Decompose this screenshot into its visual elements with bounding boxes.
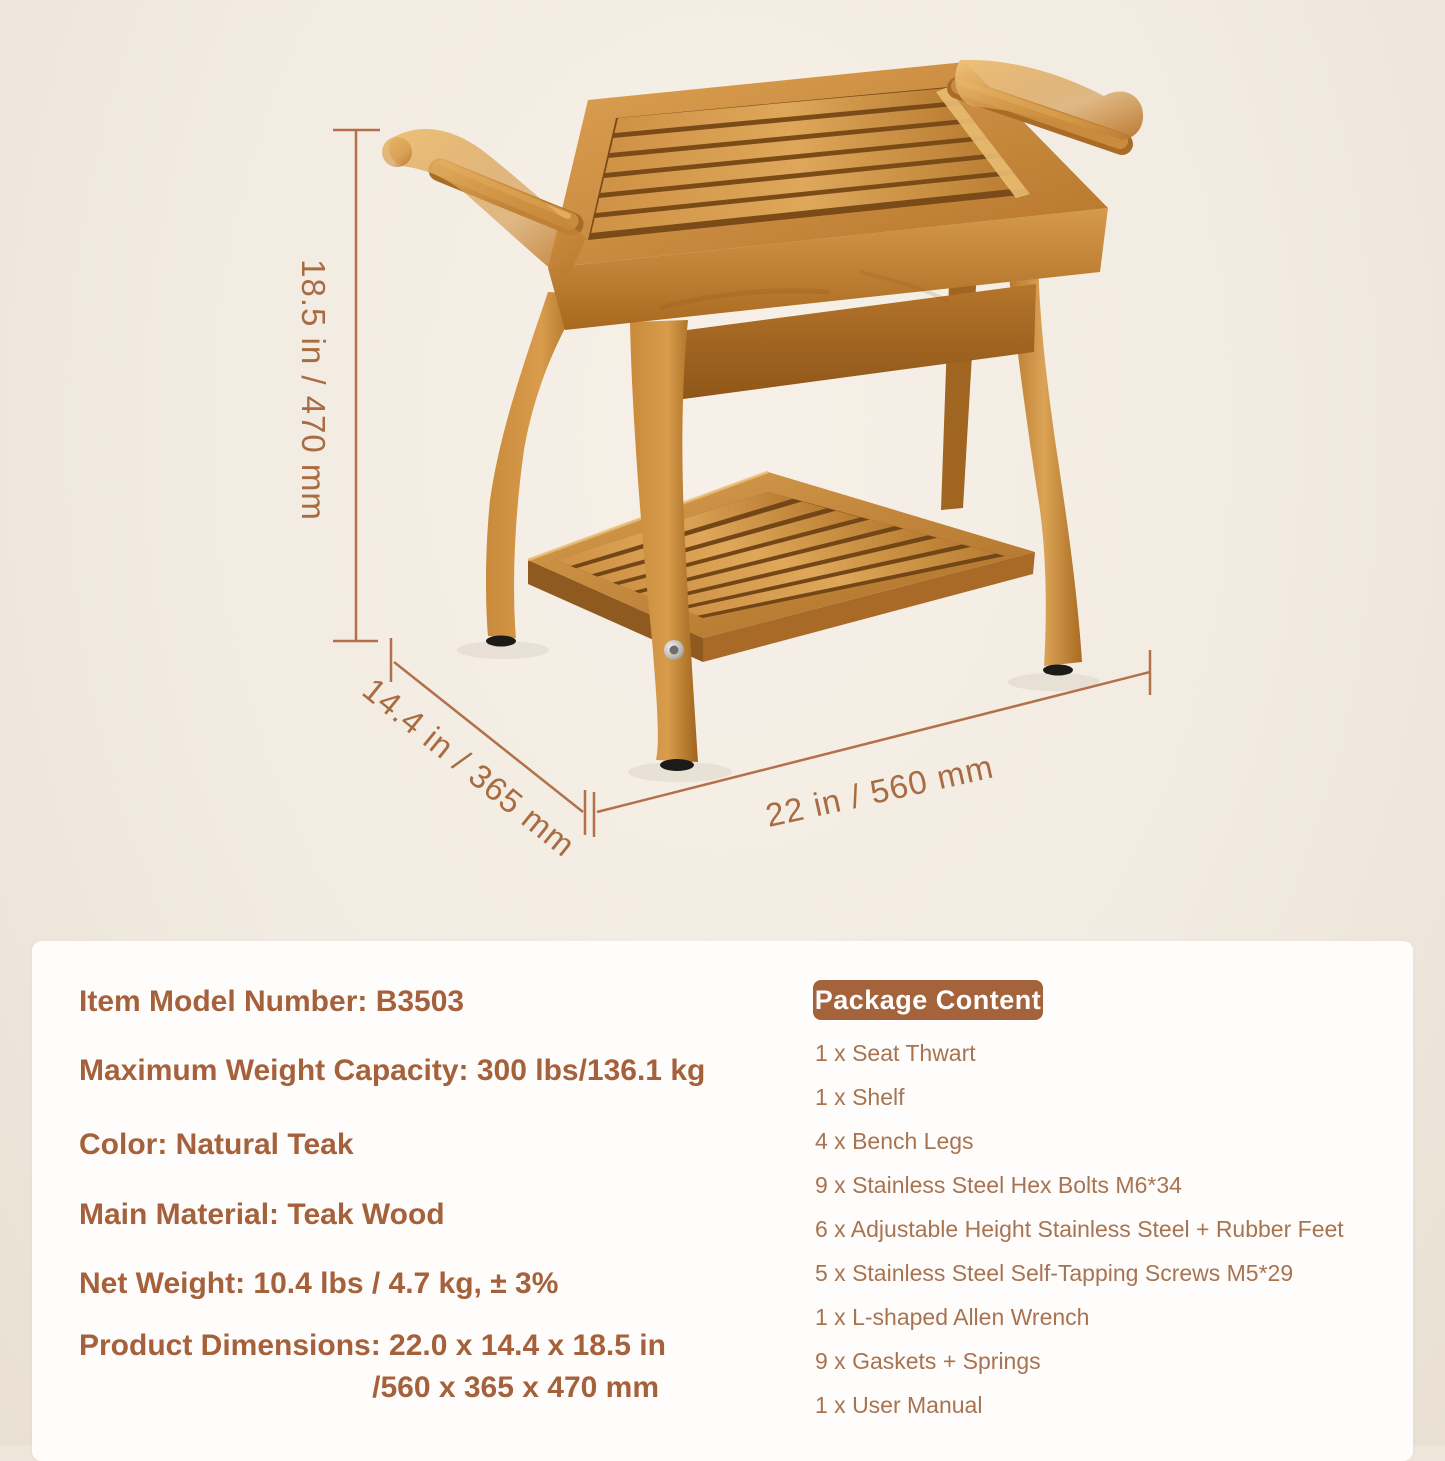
package-content-title: Package Content (813, 980, 1043, 1020)
spec-net-weight: Net Weight: 10.4 lbs / 4.7 kg, ± 3% (79, 1267, 559, 1300)
dimension-height-label: 18.5 in / 470 mm (295, 259, 332, 521)
package-item-gaskets: 9 x Gaskets + Springs (815, 1348, 1041, 1374)
bench-handle-left (382, 129, 586, 282)
package-item-shelf: 1 x Shelf (815, 1084, 905, 1110)
ground-shadows (457, 641, 1100, 782)
spec-model-number: Item Model Number: B3503 (79, 985, 465, 1018)
package-item-bench-legs: 4 x Bench Legs (815, 1128, 974, 1154)
spec-color: Color: Natural Teak (79, 1128, 354, 1161)
package-item-allen-wrench: 1 x L-shaped Allen Wrench (815, 1304, 1090, 1330)
package-item-hex-bolts: 9 x Stainless Steel Hex Bolts M6*34 (815, 1172, 1182, 1198)
package-item-screws: 5 x Stainless Steel Self-Tapping Screws M5*29 (815, 1260, 1294, 1286)
spec-material: Main Material: Teak Wood (79, 1198, 445, 1231)
package-item-seat-thwart: 1 x Seat Thwart (815, 1040, 976, 1066)
spec-weight-capacity: Maximum Weight Capacity: 300 lbs/136.1 kg (79, 1054, 706, 1087)
package-item-rubber-feet: 6 x Adjustable Height Stainless Steel + Rubber Feet (815, 1216, 1344, 1242)
package-item-user-manual: 1 x User Manual (815, 1392, 983, 1418)
spec-panel (32, 941, 1413, 1461)
dimension-width-label: 22 in / 560 mm (762, 747, 997, 834)
dimension-depth-label: 14.4 in / 365 mm (355, 670, 583, 864)
spec-product-dimensions-mm: /560 x 365 x 470 mm (372, 1371, 659, 1404)
spec-product-dimensions: Product Dimensions: 22.0 x 14.4 x 18.5 in (79, 1329, 666, 1362)
bench-leg-back (941, 252, 978, 510)
dimension-height-line (333, 130, 380, 641)
